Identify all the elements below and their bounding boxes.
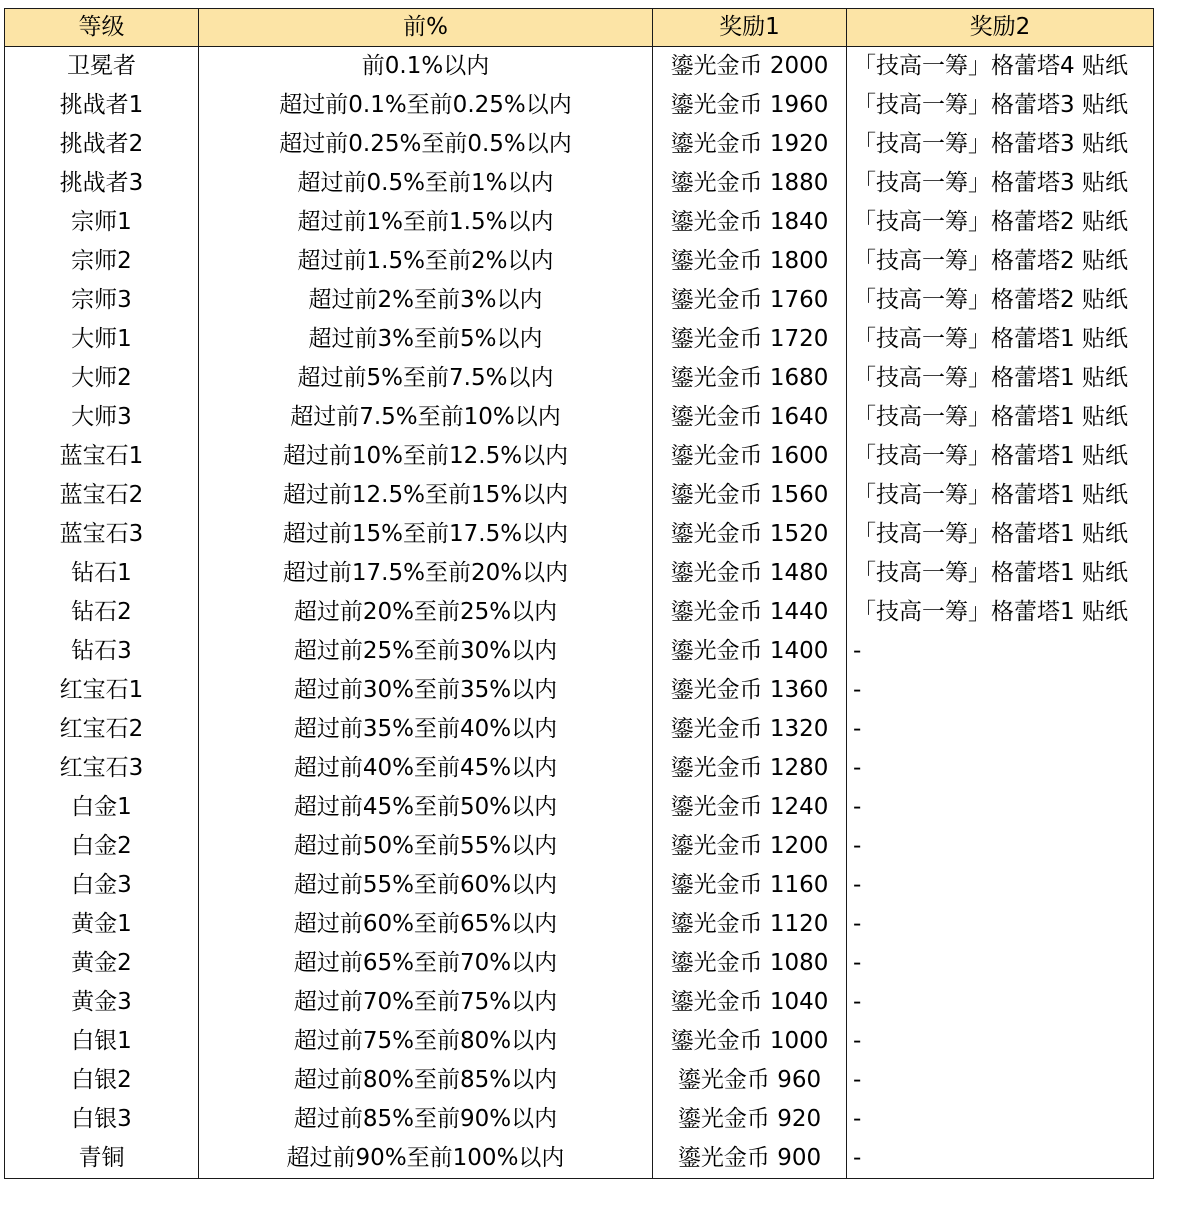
tier-cell: 卫冕者 xyxy=(5,47,199,87)
reward-1-cell: 鎏光金币 960 xyxy=(653,1061,847,1100)
table-row xyxy=(5,398,1154,437)
reward-2-cell: - xyxy=(847,632,1154,671)
reward-1-cell: 鎏光金币 1800 xyxy=(653,242,847,281)
table-row xyxy=(5,320,1154,359)
percentile-cell: 超过前3%至前5%以内 xyxy=(199,320,653,359)
tier-cell: 宗师1 xyxy=(5,203,199,242)
reward-2-cell: 「技高一筹」格蕾塔1 贴纸 xyxy=(847,398,1154,437)
reward-1-cell: 鎏光金币 1120 xyxy=(653,905,847,944)
reward-1-cell: 鎏光金币 1080 xyxy=(653,944,847,983)
tier-cell: 白银2 xyxy=(5,1061,199,1100)
reward-1-cell: 鎏光金币 900 xyxy=(653,1139,847,1179)
table-row xyxy=(5,866,1154,905)
percentile-cell: 超过前25%至前30%以内 xyxy=(199,632,653,671)
table-body xyxy=(5,47,1154,1179)
reward-1-cell: 鎏光金币 1360 xyxy=(653,671,847,710)
tier-cell: 黄金2 xyxy=(5,944,199,983)
reward-2-cell: 「技高一筹」格蕾塔1 贴纸 xyxy=(847,554,1154,593)
percentile-cell: 超过前17.5%至前20%以内 xyxy=(199,554,653,593)
percentile-cell: 超过前1%至前1.5%以内 xyxy=(199,203,653,242)
percentile-cell: 超过前0.1%至前0.25%以内 xyxy=(199,86,653,125)
percentile-cell: 超过前20%至前25%以内 xyxy=(199,593,653,632)
percentile-cell: 超过前12.5%至前15%以内 xyxy=(199,476,653,515)
table-row xyxy=(5,671,1154,710)
percentile-cell: 超过前35%至前40%以内 xyxy=(199,710,653,749)
header-reward-2: 奖励2 xyxy=(847,9,1154,47)
table-row xyxy=(5,281,1154,320)
table-row xyxy=(5,788,1154,827)
reward-2-cell: - xyxy=(847,827,1154,866)
tier-cell: 白金2 xyxy=(5,827,199,866)
table-row xyxy=(5,1139,1154,1179)
reward-2-cell: 「技高一筹」格蕾塔1 贴纸 xyxy=(847,320,1154,359)
tier-cell: 白银1 xyxy=(5,1022,199,1061)
percentile-cell: 超过前40%至前45%以内 xyxy=(199,749,653,788)
tier-cell: 大师2 xyxy=(5,359,199,398)
tier-cell: 大师1 xyxy=(5,320,199,359)
table-row xyxy=(5,905,1154,944)
table-row xyxy=(5,86,1154,125)
reward-2-cell: - xyxy=(847,749,1154,788)
table-row xyxy=(5,983,1154,1022)
reward-1-cell: 鎏光金币 1960 xyxy=(653,86,847,125)
tier-cell: 白金3 xyxy=(5,866,199,905)
reward-1-cell: 鎏光金币 2000 xyxy=(653,47,847,87)
tier-cell: 挑战者3 xyxy=(5,164,199,203)
header-row xyxy=(5,9,1154,47)
percentile-cell: 超过前65%至前70%以内 xyxy=(199,944,653,983)
tier-cell: 蓝宝石3 xyxy=(5,515,199,554)
tier-cell: 红宝石2 xyxy=(5,710,199,749)
tier-cell: 挑战者1 xyxy=(5,86,199,125)
reward-2-cell: - xyxy=(847,671,1154,710)
table-row xyxy=(5,1061,1154,1100)
reward-1-cell: 鎏光金币 1920 xyxy=(653,125,847,164)
percentile-cell: 超过前30%至前35%以内 xyxy=(199,671,653,710)
percentile-cell: 超过前45%至前50%以内 xyxy=(199,788,653,827)
percentile-cell: 超过前90%至前100%以内 xyxy=(199,1139,653,1179)
tier-cell: 钻石3 xyxy=(5,632,199,671)
percentile-cell: 超过前2%至前3%以内 xyxy=(199,281,653,320)
reward-1-cell: 鎏光金币 1280 xyxy=(653,749,847,788)
rank-rewards-table xyxy=(4,8,1154,1179)
percentile-cell: 超过前50%至前55%以内 xyxy=(199,827,653,866)
reward-2-cell: 「技高一筹」格蕾塔1 贴纸 xyxy=(847,593,1154,632)
percentile-cell: 超过前0.5%至前1%以内 xyxy=(199,164,653,203)
table-row xyxy=(5,437,1154,476)
tier-cell: 青铜 xyxy=(5,1139,199,1179)
tier-cell: 宗师3 xyxy=(5,281,199,320)
reward-2-cell: 「技高一筹」格蕾塔1 贴纸 xyxy=(847,359,1154,398)
reward-2-cell: - xyxy=(847,944,1154,983)
reward-1-cell: 鎏光金币 1680 xyxy=(653,359,847,398)
percentile-cell: 超过前15%至前17.5%以内 xyxy=(199,515,653,554)
percentile-cell: 超过前55%至前60%以内 xyxy=(199,866,653,905)
table-row xyxy=(5,203,1154,242)
tier-cell: 白金1 xyxy=(5,788,199,827)
tier-cell: 挑战者2 xyxy=(5,125,199,164)
table-row xyxy=(5,710,1154,749)
tier-cell: 白银3 xyxy=(5,1100,199,1139)
reward-1-cell: 鎏光金币 1040 xyxy=(653,983,847,1022)
reward-2-cell: 「技高一筹」格蕾塔2 贴纸 xyxy=(847,281,1154,320)
reward-2-cell: 「技高一筹」格蕾塔4 贴纸 xyxy=(847,47,1154,87)
reward-1-cell: 鎏光金币 1400 xyxy=(653,632,847,671)
reward-2-cell: - xyxy=(847,866,1154,905)
reward-2-cell: - xyxy=(847,1022,1154,1061)
reward-2-cell: - xyxy=(847,1100,1154,1139)
percentile-cell: 超过前10%至前12.5%以内 xyxy=(199,437,653,476)
reward-1-cell: 鎏光金币 1600 xyxy=(653,437,847,476)
reward-1-cell: 鎏光金币 1720 xyxy=(653,320,847,359)
tier-cell: 红宝石1 xyxy=(5,671,199,710)
reward-1-cell: 鎏光金币 1640 xyxy=(653,398,847,437)
reward-1-cell: 鎏光金币 1200 xyxy=(653,827,847,866)
table-row xyxy=(5,827,1154,866)
table-row xyxy=(5,242,1154,281)
tier-cell: 黄金3 xyxy=(5,983,199,1022)
reward-2-cell: - xyxy=(847,788,1154,827)
reward-2-cell: 「技高一筹」格蕾塔2 贴纸 xyxy=(847,203,1154,242)
percentile-cell: 超过前60%至前65%以内 xyxy=(199,905,653,944)
reward-2-cell: - xyxy=(847,710,1154,749)
header-tier: 等级 xyxy=(5,9,199,47)
table-row xyxy=(5,593,1154,632)
percentile-cell: 超过前0.25%至前0.5%以内 xyxy=(199,125,653,164)
table-row xyxy=(5,1022,1154,1061)
reward-1-cell: 鎏光金币 1760 xyxy=(653,281,847,320)
table-row xyxy=(5,554,1154,593)
tier-cell: 大师3 xyxy=(5,398,199,437)
table-row xyxy=(5,359,1154,398)
reward-2-cell: - xyxy=(847,1061,1154,1100)
reward-2-cell: 「技高一筹」格蕾塔1 贴纸 xyxy=(847,515,1154,554)
reward-1-cell: 鎏光金币 920 xyxy=(653,1100,847,1139)
reward-2-cell: - xyxy=(847,1139,1154,1179)
table-row xyxy=(5,632,1154,671)
table-row xyxy=(5,1100,1154,1139)
percentile-cell: 超过前1.5%至前2%以内 xyxy=(199,242,653,281)
reward-1-cell: 鎏光金币 1160 xyxy=(653,866,847,905)
tier-cell: 钻石2 xyxy=(5,593,199,632)
percentile-cell: 前0.1%以内 xyxy=(199,47,653,87)
reward-2-cell: 「技高一筹」格蕾塔1 贴纸 xyxy=(847,437,1154,476)
tier-cell: 钻石1 xyxy=(5,554,199,593)
percentile-cell: 超过前80%至前85%以内 xyxy=(199,1061,653,1100)
table-row xyxy=(5,125,1154,164)
reward-1-cell: 鎏光金币 1480 xyxy=(653,554,847,593)
table-row xyxy=(5,944,1154,983)
percentile-cell: 超过前7.5%至前10%以内 xyxy=(199,398,653,437)
percentile-cell: 超过前70%至前75%以内 xyxy=(199,983,653,1022)
reward-2-cell: 「技高一筹」格蕾塔3 贴纸 xyxy=(847,86,1154,125)
reward-2-cell: 「技高一筹」格蕾塔3 贴纸 xyxy=(847,125,1154,164)
reward-1-cell: 鎏光金币 1520 xyxy=(653,515,847,554)
reward-2-cell: - xyxy=(847,905,1154,944)
reward-1-cell: 鎏光金币 1880 xyxy=(653,164,847,203)
tier-cell: 红宝石3 xyxy=(5,749,199,788)
table-row xyxy=(5,164,1154,203)
tier-cell: 蓝宝石1 xyxy=(5,437,199,476)
reward-1-cell: 鎏光金币 1000 xyxy=(653,1022,847,1061)
reward-1-cell: 鎏光金币 1560 xyxy=(653,476,847,515)
reward-1-cell: 鎏光金币 1440 xyxy=(653,593,847,632)
percentile-cell: 超过前85%至前90%以内 xyxy=(199,1100,653,1139)
tier-cell: 宗师2 xyxy=(5,242,199,281)
reward-2-cell: 「技高一筹」格蕾塔1 贴纸 xyxy=(847,476,1154,515)
percentile-cell: 超过前75%至前80%以内 xyxy=(199,1022,653,1061)
reward-2-cell: 「技高一筹」格蕾塔2 贴纸 xyxy=(847,242,1154,281)
tier-cell: 蓝宝石2 xyxy=(5,476,199,515)
percentile-cell: 超过前5%至前7.5%以内 xyxy=(199,359,653,398)
reward-2-cell: 「技高一筹」格蕾塔3 贴纸 xyxy=(847,164,1154,203)
header-reward-1: 奖励1 xyxy=(653,9,847,47)
table-row xyxy=(5,476,1154,515)
table-row xyxy=(5,515,1154,554)
reward-1-cell: 鎏光金币 1840 xyxy=(653,203,847,242)
header-percentile: 前% xyxy=(199,9,653,47)
table-header xyxy=(5,9,1154,47)
reward-1-cell: 鎏光金币 1240 xyxy=(653,788,847,827)
reward-2-cell: - xyxy=(847,983,1154,1022)
table-row xyxy=(5,47,1154,87)
tier-cell: 黄金1 xyxy=(5,905,199,944)
table-row xyxy=(5,749,1154,788)
reward-1-cell: 鎏光金币 1320 xyxy=(653,710,847,749)
